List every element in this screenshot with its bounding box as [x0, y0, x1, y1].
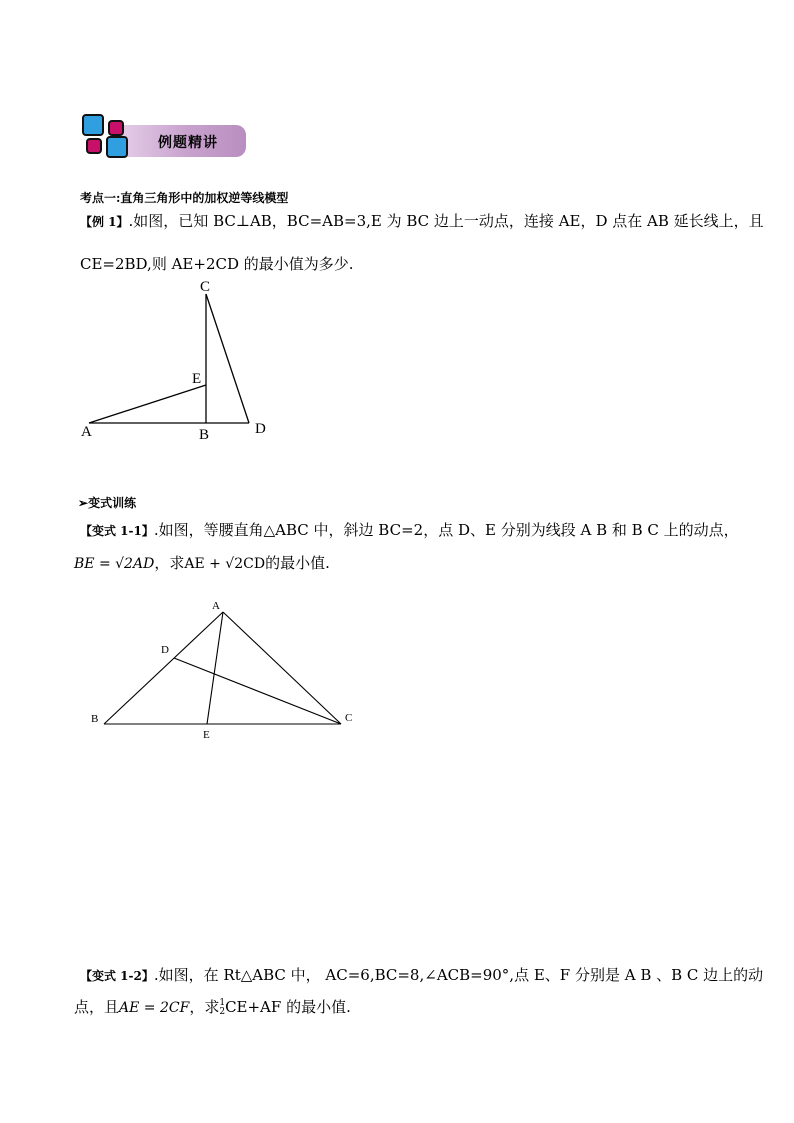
header-title: 例题精讲: [158, 135, 218, 151]
label-D: D: [255, 421, 266, 437]
variant-1-2-line-2: [74, 998, 351, 1018]
variant-1-1-line-2: [74, 554, 330, 574]
figure-2: [88, 596, 363, 744]
example-1-line-1: [80, 212, 764, 231]
label-C: C: [345, 712, 353, 724]
label-E: E: [192, 371, 202, 387]
segment-AC: [223, 612, 341, 724]
variant-1-2-text: .如图，在 Rt△ABC 中， AC=6,BC=8,∠ACB=90°,点 E、F 分别是 A B 、B C 边上的动: [153, 966, 764, 984]
fraction-numerator: 1: [219, 998, 226, 1008]
label-C: C: [200, 279, 211, 295]
blue-square-icon: [82, 114, 104, 136]
variant-1-1-text: .如图，等腰直角△ABC 中，斜边 BC=2，点 D、E 分别为线段 A B 和 B C 上的动点，: [153, 521, 739, 539]
variant-1-2-pre: 点，且: [74, 998, 120, 1016]
label-B: B: [199, 427, 210, 443]
example-1-tag: 【例 1】: [80, 215, 129, 229]
label-A: A: [81, 424, 92, 440]
variant-1-1-expression: AE + √2CD: [184, 556, 266, 572]
variant-1-2-condition: AE = 2CF: [119, 1000, 190, 1016]
variant-1-2-tag: 【变式 1-2】: [80, 969, 154, 983]
label-E: E: [203, 729, 210, 741]
section-title: 考点一:直角三角形中的加权逆等线模型: [80, 191, 289, 205]
segment-CD: [206, 294, 249, 423]
fraction-denominator: 2: [219, 1007, 226, 1017]
arrow-icon: ➢: [78, 496, 89, 510]
variant-1-1-condition: BE = √2AD: [74, 556, 155, 572]
variant-1-1-line-1: [80, 521, 739, 540]
segment-BA: [104, 612, 223, 724]
variant-1-2-mid: ，求: [189, 998, 220, 1016]
pink-square-icon: [108, 120, 124, 136]
variant-1-1-ask-pre: ，求: [154, 554, 185, 572]
label-D: D: [161, 644, 169, 656]
label-A: A: [212, 600, 220, 612]
label-B: B: [91, 713, 99, 725]
example-1-text: .如图，已知 BC⊥AB，BC=AB=3,E 为 BC 边上一动点，连接 AE，D 点在 AB 延长线上，且: [128, 212, 764, 230]
segment-DC: [174, 658, 341, 724]
variant-1-2-post: CE+AF 的最小值.: [225, 998, 351, 1016]
example-1-line-2: CE=2BD,则 AE+2CD 的最小值为多少.: [80, 255, 354, 273]
variant-1-2-line-1: [80, 966, 763, 985]
segment-AE: [89, 385, 206, 423]
section-header-badge: [80, 124, 246, 158]
variant-header: [78, 494, 136, 511]
figure-1: [70, 272, 290, 447]
variant-title: 变式训练: [88, 496, 137, 510]
blue-square-icon: [106, 136, 128, 158]
pink-square-icon: [86, 138, 102, 154]
variant-1-1-ask-post: 的最小值.: [265, 554, 330, 572]
variant-1-1-tag: 【变式 1-1】: [80, 524, 154, 538]
segment-AE: [207, 612, 223, 724]
